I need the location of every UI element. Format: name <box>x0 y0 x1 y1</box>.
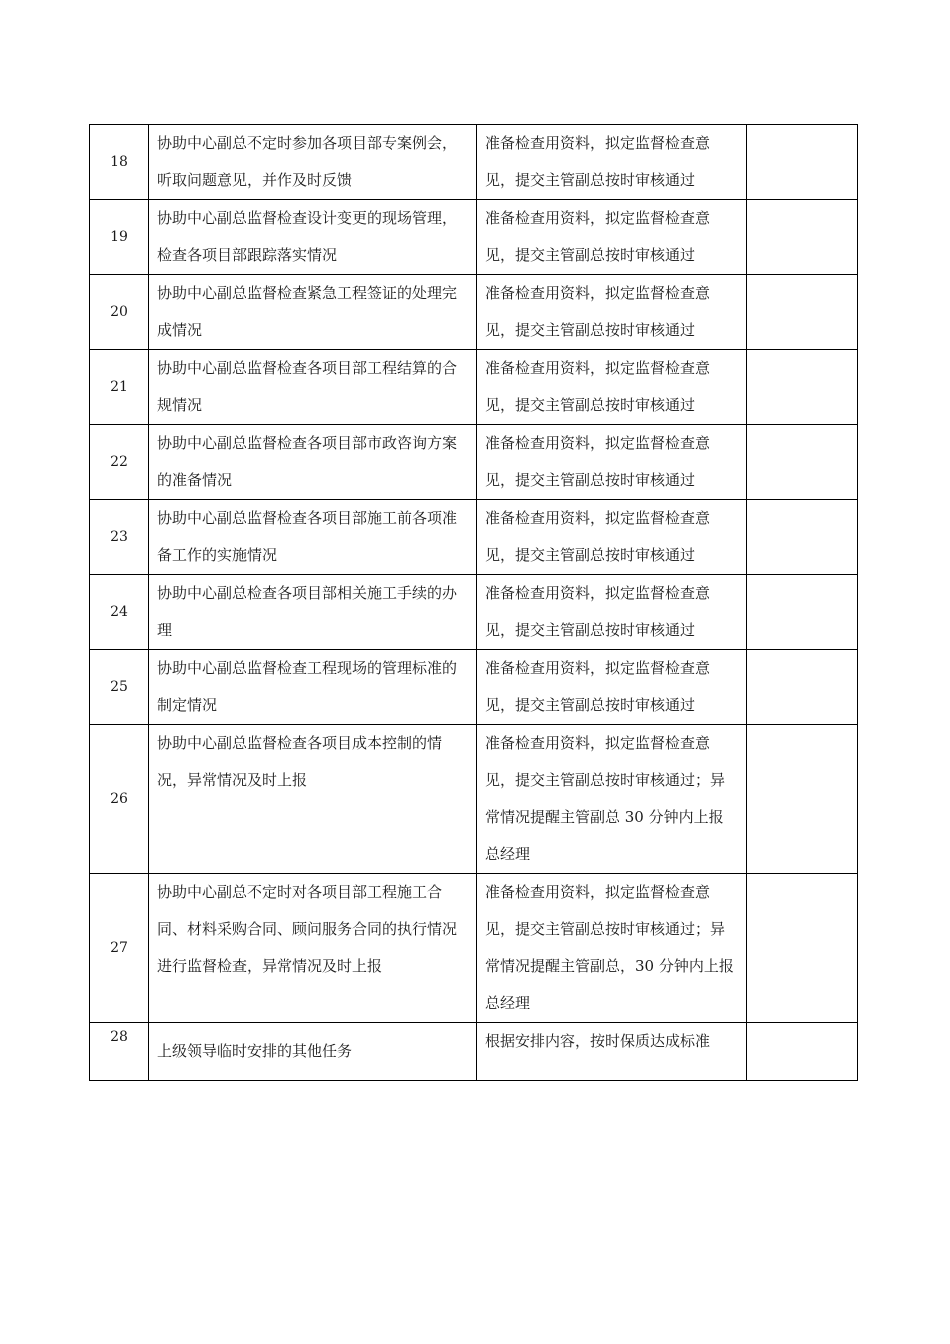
standard-cell: 准备检查用资料，拟定监督检查意见，提交主管副总按时审核通过；异常情况提醒主管副总，30 分钟内上报总经理 <box>477 874 747 1023</box>
task-cell: 协助中心副总监督检查各项目成本控制的情况，异常情况及时上报 <box>149 725 477 874</box>
remark-cell <box>747 725 858 874</box>
table-row <box>90 425 858 500</box>
task-cell: 协助中心副总监督检查设计变更的现场管理，检查各项目部跟踪落实情况 <box>149 200 477 275</box>
duty-table <box>89 124 858 1081</box>
standard-cell: 准备检查用资料，拟定监督检查意见，提交主管副总按时审核通过；异常情况提醒主管副总 30 分钟内上报总经理 <box>477 725 747 874</box>
remark-cell <box>747 1023 858 1081</box>
standard-cell: 准备检查用资料，拟定监督检查意见，提交主管副总按时审核通过 <box>477 575 747 650</box>
remark-cell <box>747 125 858 200</box>
task-cell: 协助中心副总不定时对各项目部工程施工合同、材料采购合同、顾问服务合同的执行情况进行监督检查，异常情况及时上报 <box>149 874 477 1023</box>
standard-cell: 准备检查用资料，拟定监督检查意见，提交主管副总按时审核通过 <box>477 350 747 425</box>
row-number: 21 <box>90 350 149 425</box>
standard-cell: 准备检查用资料，拟定监督检查意见，提交主管副总按时审核通过 <box>477 125 747 200</box>
remark-cell <box>747 350 858 425</box>
table-row <box>90 874 858 1023</box>
standard-cell: 准备检查用资料，拟定监督检查意见，提交主管副总按时审核通过 <box>477 500 747 575</box>
remark-cell <box>747 425 858 500</box>
table-row <box>90 200 858 275</box>
table-row <box>90 725 858 874</box>
table-row <box>90 350 858 425</box>
table-row <box>90 650 858 725</box>
remark-cell <box>747 575 858 650</box>
table-row <box>90 275 858 350</box>
task-cell: 协助中心副总检查各项目部相关施工手续的办理 <box>149 575 477 650</box>
task-cell: 协助中心副总监督检查工程现场的管理标准的制定情况 <box>149 650 477 725</box>
task-cell: 协助中心副总不定时参加各项目部专案例会，听取问题意见，并作及时反馈 <box>149 125 477 200</box>
remark-cell <box>747 874 858 1023</box>
row-number: 20 <box>90 275 149 350</box>
row-number: 25 <box>90 650 149 725</box>
row-number: 22 <box>90 425 149 500</box>
task-cell: 协助中心副总监督检查紧急工程签证的处理完成情况 <box>149 275 477 350</box>
standard-cell: 准备检查用资料，拟定监督检查意见，提交主管副总按时审核通过 <box>477 275 747 350</box>
remark-cell <box>747 275 858 350</box>
row-number: 28 <box>90 1023 149 1081</box>
table-row <box>90 500 858 575</box>
standard-cell: 准备检查用资料，拟定监督检查意见，提交主管副总按时审核通过 <box>477 650 747 725</box>
task-cell: 协助中心副总监督检查各项目部施工前各项准备工作的实施情况 <box>149 500 477 575</box>
remark-cell <box>747 650 858 725</box>
task-cell: 协助中心副总监督检查各项目部工程结算的合规情况 <box>149 350 477 425</box>
row-number: 19 <box>90 200 149 275</box>
row-number: 23 <box>90 500 149 575</box>
row-number: 27 <box>90 874 149 1023</box>
task-cell: 协助中心副总监督检查各项目部市政咨询方案的准备情况 <box>149 425 477 500</box>
remark-cell <box>747 200 858 275</box>
task-cell: 上级领导临时安排的其他任务 <box>149 1023 477 1081</box>
row-number: 24 <box>90 575 149 650</box>
row-number: 18 <box>90 125 149 200</box>
table-row <box>90 1023 858 1081</box>
standard-cell: 根据安排内容，按时保质达成标准 <box>477 1023 747 1081</box>
row-number: 26 <box>90 725 149 874</box>
standard-cell: 准备检查用资料，拟定监督检查意见，提交主管副总按时审核通过 <box>477 425 747 500</box>
standard-cell: 准备检查用资料，拟定监督检查意见，提交主管副总按时审核通过 <box>477 200 747 275</box>
table-row <box>90 575 858 650</box>
remark-cell <box>747 500 858 575</box>
table-row <box>90 125 858 200</box>
